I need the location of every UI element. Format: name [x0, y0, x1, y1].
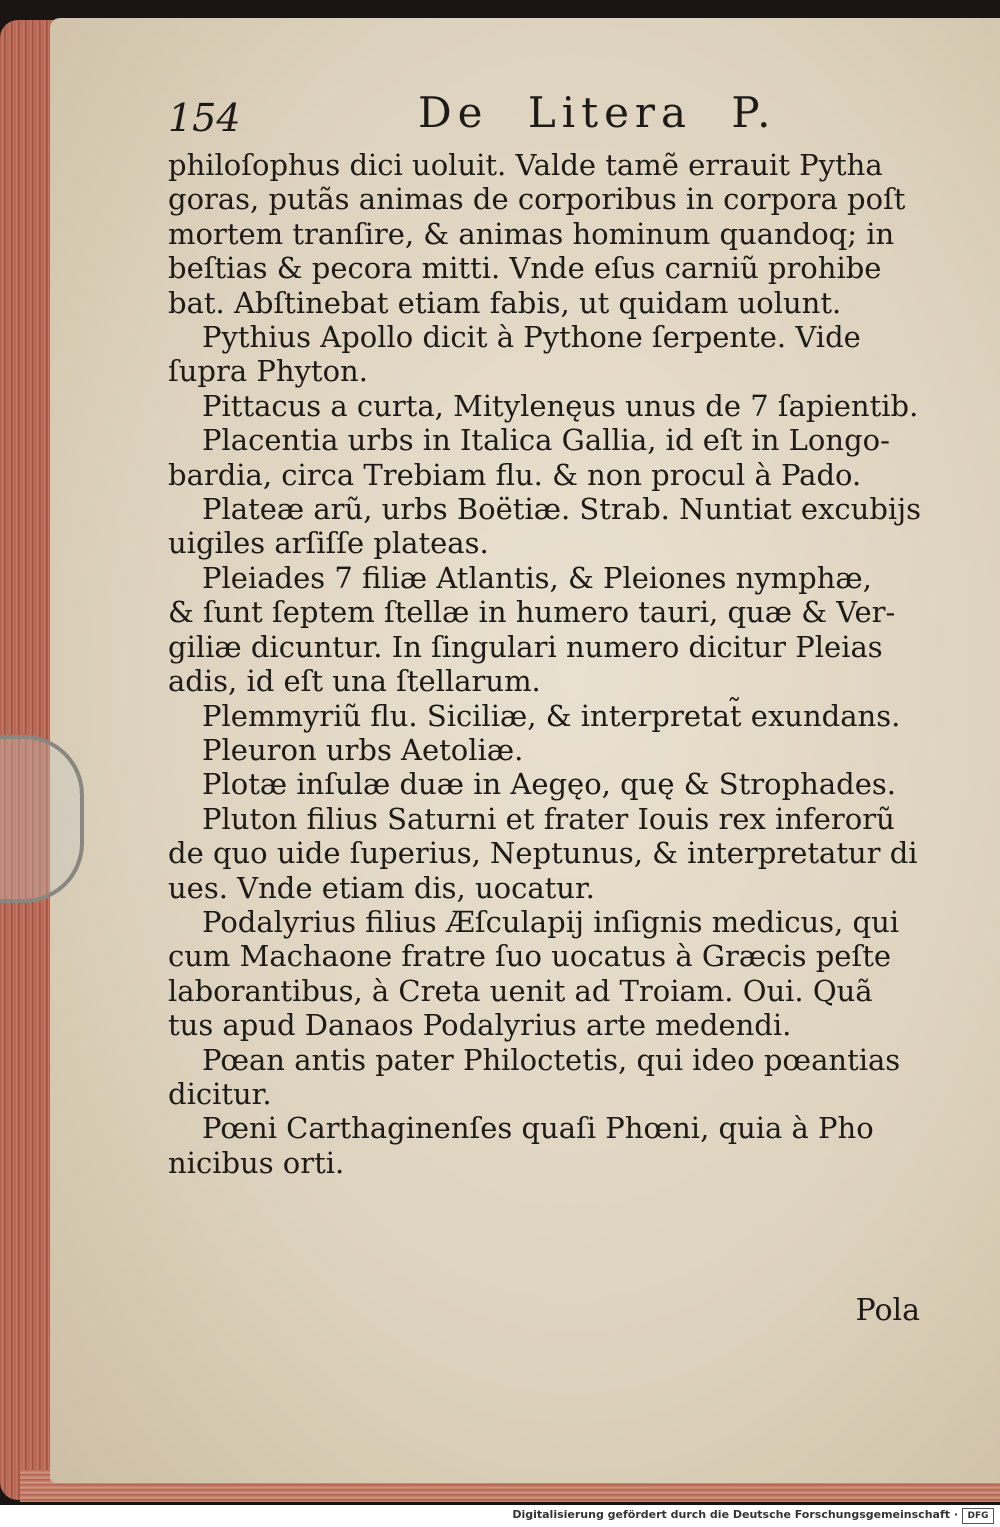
catchword: Pola	[855, 1293, 920, 1328]
text-line: Pleuron urbs Aetoliæ.	[202, 732, 524, 767]
book-clasp	[0, 735, 84, 903]
text-line: bardia, circa Trebiam flu. & non procul à Pado.	[168, 457, 862, 492]
text-line: bat. Abſtinebat etiam fabis, ut quidam uolunt.	[168, 285, 842, 320]
text-line: Plemmyriũ flu. Siciliæ, & interpretat̃ exundans.	[202, 698, 901, 733]
text-line: Pleiades 7 filiæ Atlantis, & Pleiones nymphæ,	[202, 560, 872, 595]
text-line: Plateæ arũ, urbs Boëtiæ. Strab. Nuntiat excubijs	[202, 492, 922, 527]
text-line: beſtias & pecora mitti. Vnde eſus carniũ prohibe	[168, 251, 882, 286]
text-line: laborantibus, à Creta uenit ad Troiam. Oui. Quã	[168, 973, 873, 1008]
page-text	[168, 88, 938, 1180]
text-line: goras, putãs animas de corporibus in corpora poſt	[168, 182, 906, 217]
body-lines	[168, 148, 938, 1180]
text-line: Podalyrius filius Æſculapij inſignis medicus, qui	[202, 904, 900, 939]
text-line: Pluton filius Saturni et frater Iouis rex inferorũ	[202, 801, 895, 836]
text-line: Placentia urbs in Italica Gallia, id eſt in Longo-	[202, 423, 890, 458]
text-line: de quo uide ſuperius, Neptunus, & interpretatur di	[168, 836, 918, 871]
text-line: uigiles arſiſſe plateas.	[168, 526, 489, 561]
text-line: ſupra Phyton.	[168, 354, 368, 389]
running-head: De Litera P.	[418, 88, 777, 137]
text-line: philoſophus dici uoluit. Valde tamẽ errauit Pytha	[168, 148, 883, 182]
text-line: cum Machaone fratre ſuo uocatus à Græcis peſte	[168, 939, 892, 974]
text-line: Plotæ inſulæ duæ in Aegęo, quę & Strophades.	[202, 767, 896, 802]
text-line: Pythius Apollo dicit à Pythone ſerpente. Vide	[202, 320, 861, 355]
text-line: tus apud Danaos Podalyrius arte medendi.	[168, 1008, 792, 1043]
page-header	[168, 88, 938, 148]
text-line: ues. Vnde etiam dis, uocatur.	[168, 870, 595, 905]
text-line: nicibus orti.	[168, 1145, 345, 1180]
digitization-footer	[0, 1505, 1000, 1527]
text-line: Pittacus a curta, Mitylenęus unus de 7 ſapientib.	[202, 388, 919, 423]
funding-credit: Digitalisierung gefördert durch die Deutsche Forschungsgemeinschaft ·	[512, 1508, 958, 1521]
text-line: Pœan antis pater Philoctetis, qui ideo pœantias	[202, 1042, 901, 1077]
text-line: dicitur.	[168, 1076, 272, 1111]
text-line: Pœni Carthaginenſes quaſi Phœni, quia à Pho	[202, 1111, 874, 1146]
text-line: mortem tranſire, & animas hominum quandoq; in	[168, 216, 895, 251]
page-number: 154	[168, 96, 241, 140]
text-line: & ſunt ſeptem ſtellæ in humero tauri, quæ & Ver-	[168, 595, 896, 630]
text-line: adis, id eſt una ſtellarum.	[168, 664, 541, 699]
text-line: giliæ dicuntur. In ſingulari numero dicitur Pleias	[168, 629, 883, 664]
dfg-logo: DFG	[962, 1508, 994, 1524]
